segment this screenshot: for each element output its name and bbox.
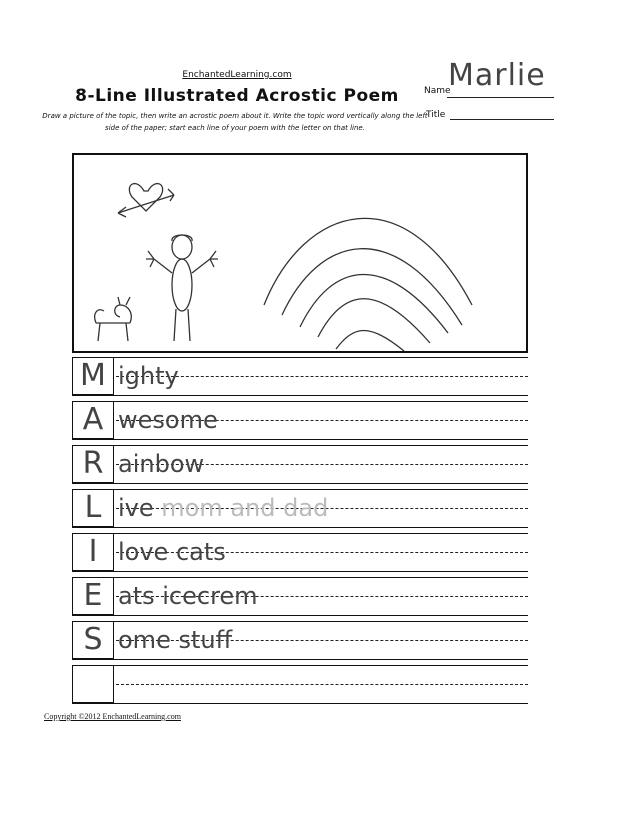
- instructions: Draw a picture of the topic, then write an acrostic poem about it. Write the topic word vertically along the left side of the paper; start each line of your poem with the letter on that line.: [42, 112, 428, 132]
- poem-line-3: [72, 445, 528, 483]
- poem-letter: L: [84, 490, 102, 525]
- poem-letter: I: [88, 534, 98, 569]
- girl-head: [172, 235, 192, 259]
- poem-line-7: [72, 621, 528, 659]
- title-line: [450, 119, 554, 120]
- poem-text-main: ive: [118, 494, 154, 522]
- poem-letter: [72, 665, 114, 703]
- poem-letter: R: [82, 446, 104, 481]
- name-value: Marlie: [448, 58, 546, 93]
- poem-text: ainbow: [118, 450, 205, 478]
- poem-line-8: [72, 665, 528, 703]
- drawing-box: [72, 153, 528, 353]
- poem-text: ighty: [118, 362, 179, 390]
- poem-line-5: [72, 533, 528, 571]
- poem-line-2: [72, 401, 528, 439]
- poem-line-6: [72, 577, 528, 615]
- site-link[interactable]: EnchantedLearning.com: [182, 70, 292, 80]
- title-label: Title: [426, 110, 446, 120]
- heart-icon: [129, 184, 162, 211]
- cat: [95, 297, 132, 341]
- girl-body: [172, 259, 192, 311]
- poem-text-faint: mom and dad: [161, 494, 329, 522]
- poem-text: wesome: [118, 406, 218, 434]
- poem-line-4: [72, 489, 528, 527]
- poem-letter: A: [82, 402, 104, 437]
- page-title: 8-Line Illustrated Acrostic Poem: [75, 86, 399, 106]
- poem-text: ats icecrem: [118, 582, 258, 610]
- poem-text: [118, 489, 328, 527]
- poem-text: ome stuff: [118, 626, 233, 654]
- arrow-icon: [118, 189, 174, 217]
- poem-letter: E: [83, 578, 103, 613]
- poem-line-1: [72, 357, 528, 395]
- copyright-link[interactable]: Copyright ©2012 EnchantedLearning.com: [44, 712, 181, 721]
- name-line: [447, 97, 554, 98]
- name-label: Name: [424, 86, 451, 96]
- poem-letter: M: [80, 358, 106, 393]
- poem-letter: S: [83, 622, 103, 657]
- poem-text: love cats: [118, 538, 226, 566]
- child-drawing: [74, 155, 526, 351]
